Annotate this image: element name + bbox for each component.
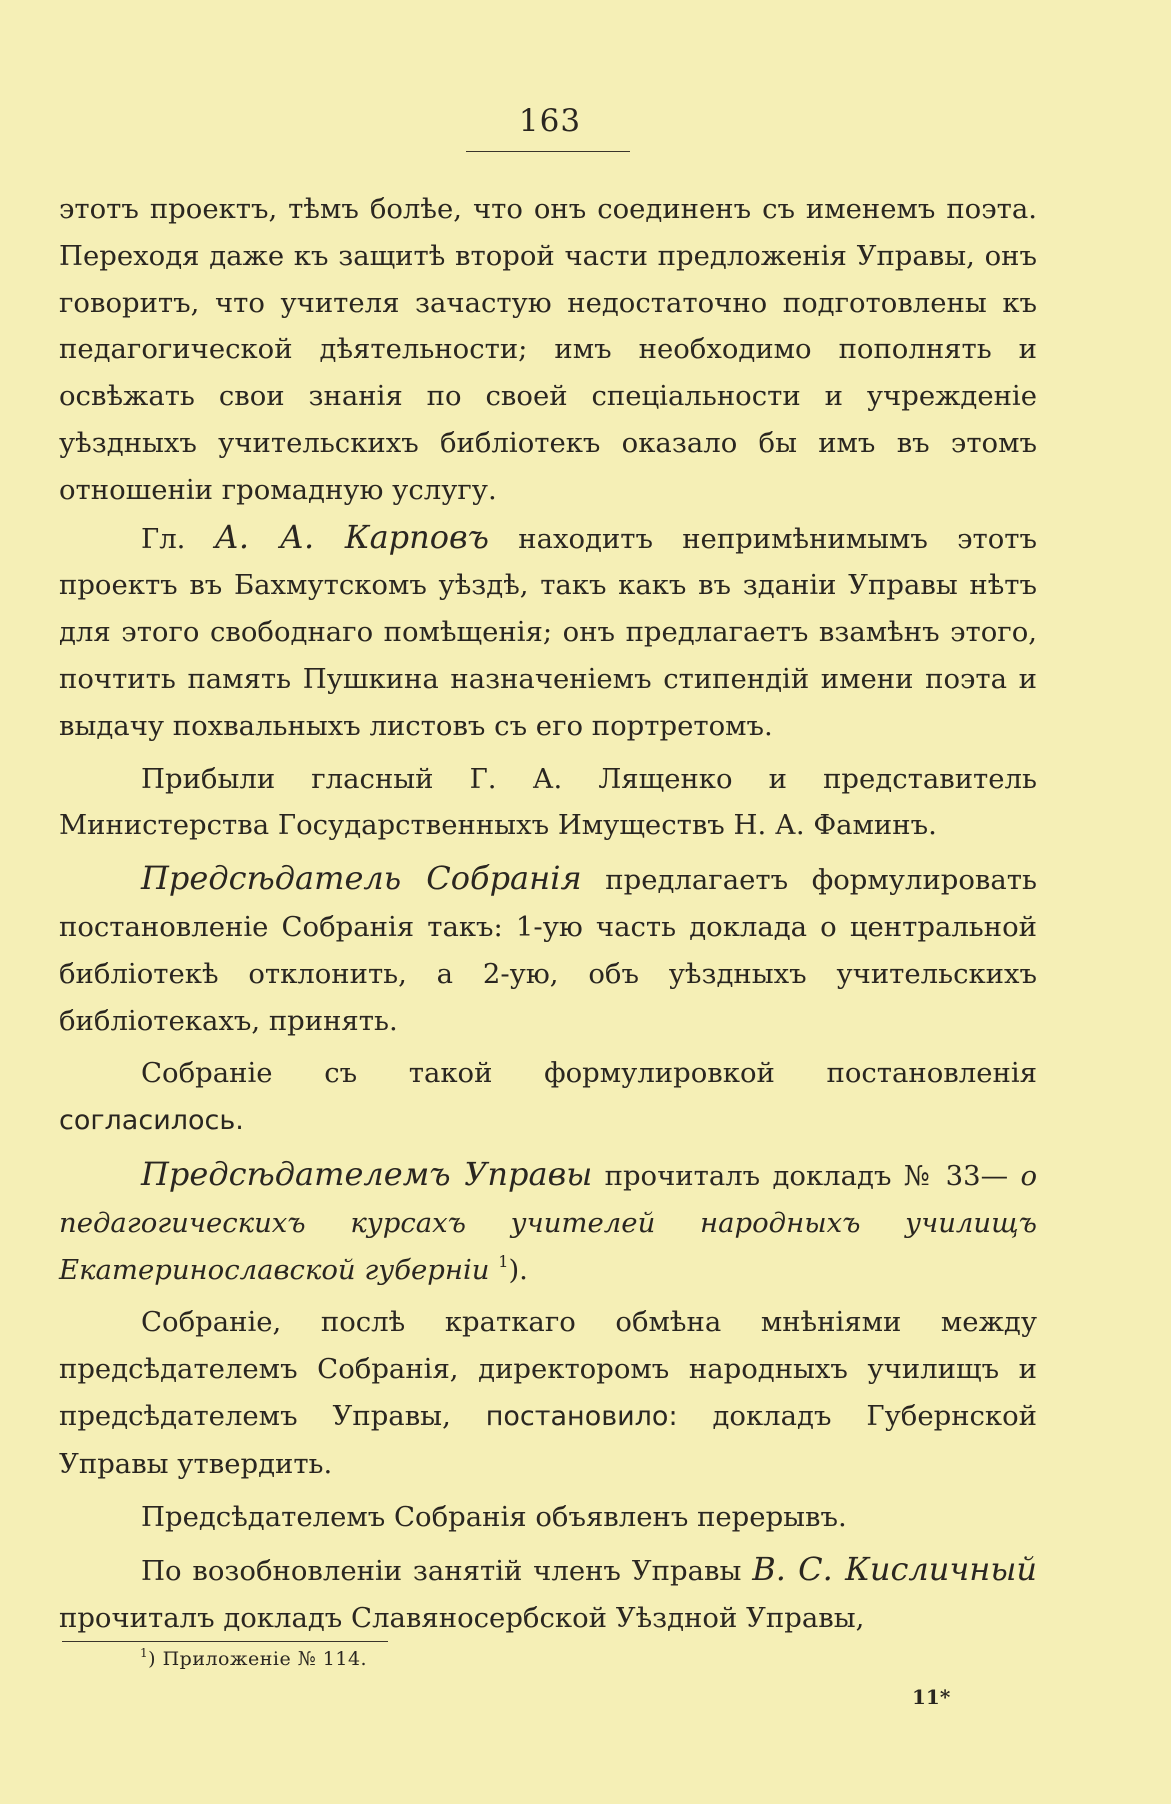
speaker-name-board-chairman: Предсѣдателемъ Управы bbox=[141, 1154, 593, 1193]
paragraph-9-end: прочиталъ докладъ Славяносербской Уѣздной Управы, bbox=[59, 1602, 865, 1635]
report-title: о педагогическихъ курсахъ учителей народныхъ училищъ Екатеринославской губерніи bbox=[59, 1159, 1037, 1286]
footnote-mark: 1 bbox=[140, 1646, 149, 1660]
footnote-ref: 1 bbox=[498, 1251, 509, 1271]
page-number: 163 bbox=[518, 103, 582, 139]
signature-mark: 11* bbox=[912, 1685, 951, 1709]
footnote-rule bbox=[62, 1641, 388, 1642]
paragraph-5-text: Собраніе съ такой формулировкой постановленія bbox=[141, 1057, 1037, 1090]
speaker-name-kislichny: В. С. Кисличный bbox=[752, 1550, 1038, 1589]
paragraph-9 bbox=[59, 1546, 1037, 1642]
resolution-word-resolved: постановило: bbox=[485, 1400, 678, 1432]
paragraph-6-end: ). bbox=[508, 1253, 528, 1286]
paragraph-2-prefix: Гл. bbox=[141, 522, 186, 555]
paragraph-4-text: предлагаетъ формулировать постановленіе Собранія такъ: 1-ую часть доклада о центральной библіотекѣ отклонить, а 2-ую, объ уѣздныхъ учительскихъ библіотекахъ, принять. bbox=[59, 864, 1037, 1037]
paragraph-2-text: находитъ непримѣнимымъ этотъ проектъ въ Бахмутскомъ уѣздѣ, такъ какъ въ зданіи Управы нѣтъ для этого свободнаго помѣщенія; онъ предлагаетъ взамѣнъ этого, почтить память Пушкина назначеніемъ стипендій имени поэта и выдачу похвальныхъ листовъ съ его портретомъ. bbox=[59, 522, 1038, 742]
paragraph-6-text: прочиталъ докладъ № 33— bbox=[604, 1159, 1009, 1192]
paragraph-5 bbox=[59, 1050, 1037, 1145]
speaker-name-karpov: А. А. Карповъ bbox=[214, 517, 489, 556]
paragraph-6 bbox=[59, 1151, 1037, 1293]
resolution-word-agreed: согласилось. bbox=[59, 1105, 244, 1137]
paragraph-8 bbox=[59, 1494, 1037, 1541]
paragraph-8-text: Предсѣдателемъ Собранія объявленъ перерывъ. bbox=[141, 1500, 847, 1533]
page-number-rule bbox=[466, 151, 630, 152]
paragraph-7-text: Собраніе, послѣ краткаго обмѣна мнѣніями между предсѣдателемъ Собранія, директоромъ народныхъ училищъ и предсѣдателемъ Управы, bbox=[59, 1306, 1037, 1432]
body-text bbox=[59, 186, 1037, 1642]
footnote bbox=[140, 1648, 367, 1670]
paragraph-3 bbox=[59, 756, 1037, 850]
paragraph-7 bbox=[59, 1299, 1037, 1487]
paragraph-4 bbox=[59, 855, 1037, 1044]
paragraph-9-text: По возобновленіи занятій членъ Управы bbox=[141, 1555, 742, 1588]
paragraph-3-text: Прибыли гласный Г. А. Лященко и представитель Министерства Государственныхъ Имуществъ Н. А. Фаминъ. bbox=[59, 762, 1037, 842]
paragraph-1 bbox=[59, 186, 1037, 514]
paragraph-2 bbox=[59, 514, 1037, 750]
footnote-text: ) Приложеніе № 114. bbox=[148, 1648, 368, 1670]
paragraph-1-text: этотъ проектъ, тѣмъ болѣе, что онъ соединенъ съ именемъ поэта. Переходя даже къ защитѣ второй части предложенія Управы, онъ говоритъ, что учителя зачастую недостаточно подготовлены къ педагогической дѣятельности; имъ необходимо пополнять и освѣжать свои знанія по своей спеціальности и учрежденіе уѣздныхъ учительскихъ библіотекъ оказало бы имъ въ этомъ отношеніи громадную услугу. bbox=[59, 193, 1037, 506]
paragraph-7-end: докладъ Губернской Управы утвердить. bbox=[59, 1399, 1038, 1480]
speaker-name-chairman: Предсѣдатель Собранія bbox=[141, 859, 582, 898]
